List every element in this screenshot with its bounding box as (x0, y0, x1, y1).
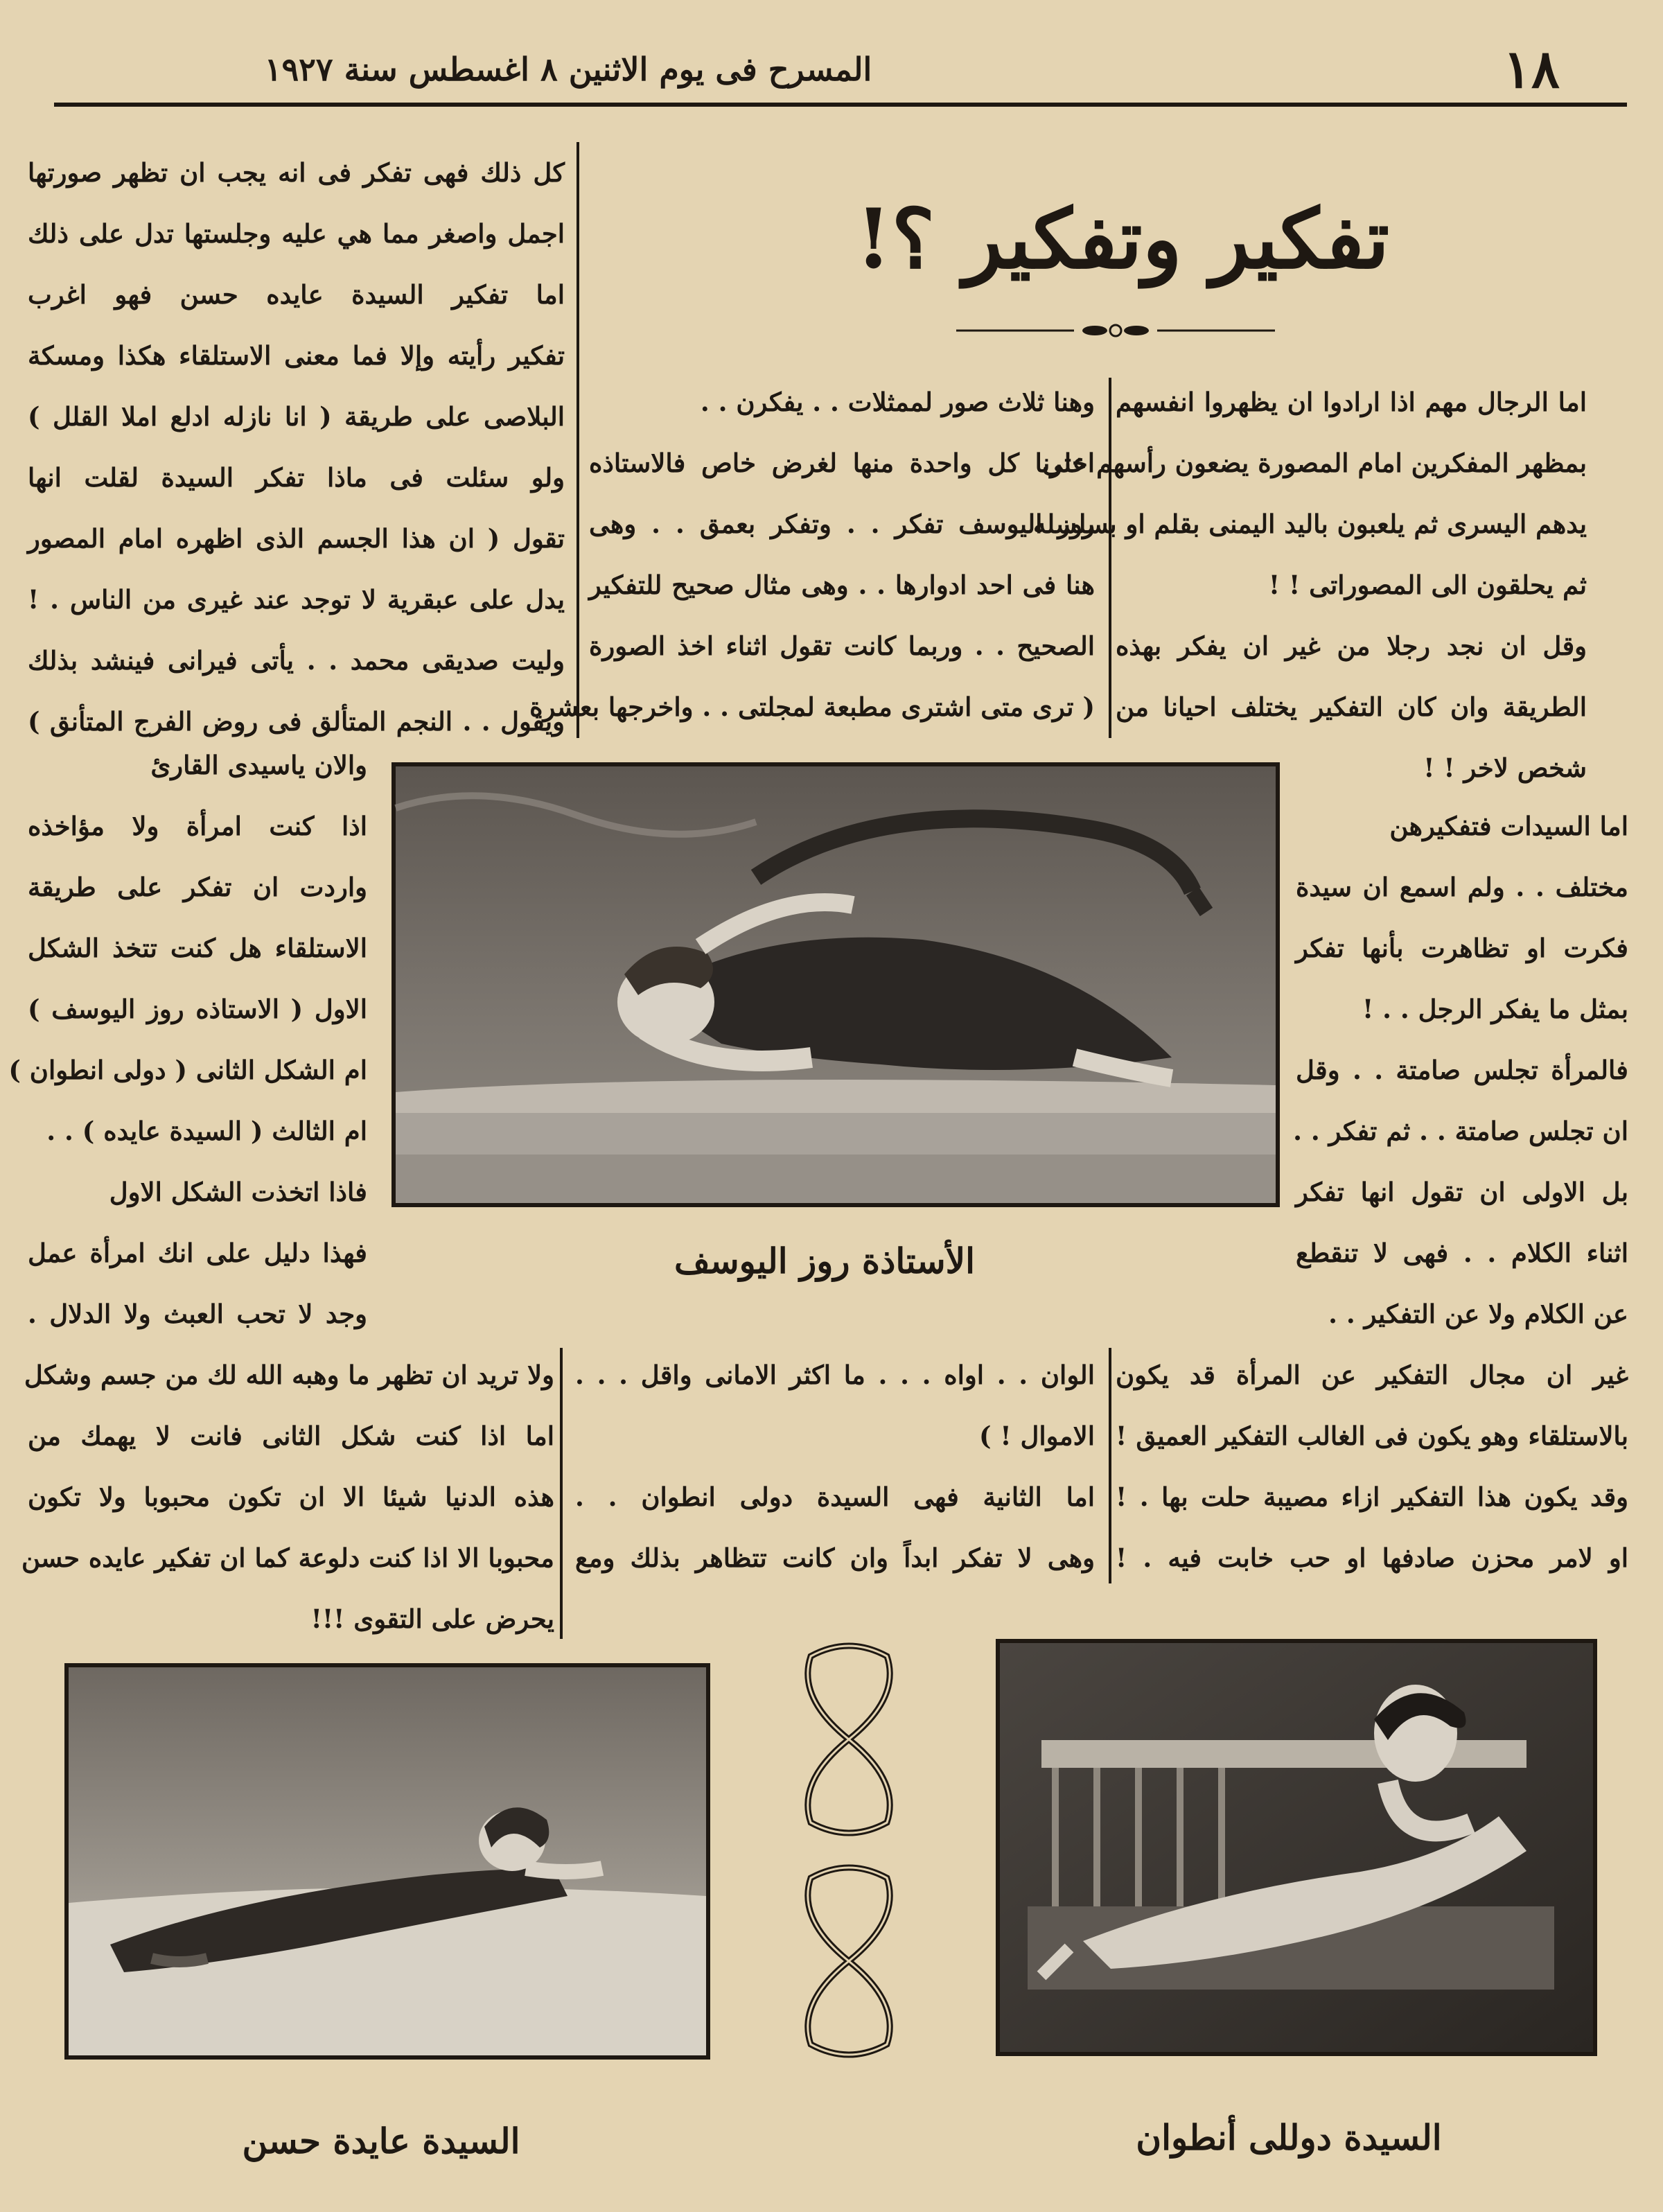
photo-aida-hassan (64, 1663, 710, 2060)
paragraph-line: الاستلقاء هل كنت تتخذ الشكل (28, 933, 367, 963)
column-rule (577, 142, 579, 738)
paragraph-line: اما السيدات فتفكيرهن (1389, 811, 1628, 841)
paragraph-line: الاموال ! ) (979, 1421, 1095, 1451)
header-rule (54, 103, 1627, 107)
column-left-mid (8, 735, 367, 1344)
column-rule (1109, 378, 1111, 738)
paragraph-line: ولو سئلت فى ماذا تفكر السيدة لقلت انها (28, 462, 565, 493)
caption-aida-hassan: السيدة عايدة حسن (242, 2121, 520, 2161)
paragraph-line: فكرت او تظاهرت بأنها تفكر (1296, 933, 1628, 963)
photo-aida-illustration (69, 1667, 706, 2055)
paragraph-line: محبوبا الا اذا كنت دلوعة كما ان تفكير عايده حسن (21, 1543, 554, 1573)
paragraph-line: اما الرجال مهم اذا ارادوا ان يظهروا انفسهم (1116, 387, 1587, 417)
paragraph-line: اخترنا كل واحدة منها لغرض خاص فالاستاذه (589, 448, 1095, 478)
paragraph-line: غير ان مجال التفكير عن المرأة قد يكون (1116, 1360, 1628, 1390)
paragraph-line: الطريقة وان كان التفكير يختلف احيانا من (1116, 692, 1587, 722)
paragraph-line: وليت صديقى محمد . . يأتى فيرانى فينشد بذلك (28, 645, 565, 676)
column-left-bottom (21, 1344, 554, 1649)
paragraph-line: يدل على عبقرية لا توجد عند غيرى من الناس . ! (28, 584, 565, 615)
paragraph-line: اما تفكير السيدة عايده حسن فهو اغرب (28, 279, 565, 310)
paragraph-line: والان ياسيدى القارئ (150, 750, 367, 780)
column-left-top (28, 142, 565, 752)
paragraph-line: ولا تريد ان تظهر ما وهبه الله لك من جسم وشكل (24, 1360, 554, 1390)
paragraph-line: بالاستلقاء وهو يكون فى الغالب التفكير العميق ! (1116, 1421, 1628, 1451)
photo-rose-illustration (396, 766, 1276, 1203)
paragraph-line: ام الشكل الثانى ( دولى انطوان ) (8, 1055, 367, 1085)
photo-dolly-antoine (996, 1639, 1597, 2056)
paragraph-line: بمظهر المفكرين امام المصورة يضعون رأسهم على (1042, 448, 1587, 478)
title-ornament (956, 320, 1275, 341)
paragraph-line: يحرض على التقوى !!! (310, 1604, 554, 1634)
column-right-mid (1293, 796, 1628, 1344)
column-middle-bottom (575, 1344, 1095, 1588)
knot-ornament-top (797, 1642, 901, 1836)
paragraph-line: وهنا ثلاث صور لممثلات . . يفكرن . . (700, 387, 1095, 417)
paragraph-line: عن الكلام ولا عن التفكير . . (1328, 1299, 1628, 1329)
paragraph-line: الاول ( الاستاذه روز اليوسف ) (28, 994, 367, 1024)
paragraph-line: اثناء الكلام . . فهى لا تنقطع (1296, 1238, 1628, 1268)
photo-rose-el-youssef (391, 762, 1280, 1207)
paragraph-line: بل الاولى ان تقول انها تفكر (1296, 1177, 1628, 1207)
column-right-top (1032, 371, 1587, 798)
paragraph-line: الصحيح . . وربما كانت تقول اثناء اخذ الصورة (589, 631, 1095, 661)
paragraph-line: ام الثالث ( السيدة عايده ) . . (46, 1116, 367, 1146)
paragraph-line: ثم يحلقون الى المصوراتى ! ! (1268, 570, 1587, 600)
paragraph-line: وقل ان نجد رجلا من غير ان يفكر بهذه (1116, 631, 1587, 661)
paragraph-line: هذه الدنيا شيئا الا ان تكون محبوبا ولا تكون (28, 1482, 554, 1512)
paragraph-line: بمثل ما يفكر الرجل . . ! (1362, 994, 1628, 1024)
paragraph-line: مختلف . . ولم اسمع ان سيدة (1296, 872, 1628, 902)
paragraph-line: وقد يكون هذا التفكير ازاء مصيبة حلت بها . ! (1116, 1482, 1628, 1512)
paragraph-line: ويقول . . النجم المتألق فى روض الفرج المتأنق ) (28, 706, 565, 737)
column-middle-top (529, 371, 1095, 737)
paragraph-line: وجد لا تحب العبث ولا الدلال . (28, 1299, 367, 1329)
knot-ornament-bottom (797, 1864, 901, 2058)
caption-rose-el-youssef: الأستاذة روز اليوسف (674, 1240, 976, 1281)
caption-dolly-antoine: السيدة دوللى أنطوان (1136, 2117, 1442, 2158)
paragraph-line: ان تجلس صامتة . . ثم تفكر . . (1293, 1116, 1628, 1146)
photo-dolly-illustration (1000, 1643, 1593, 2052)
paragraph-line: ( ترى متى اشترى مطبعة لمجلتى . . واخرجها بعشرة (529, 692, 1095, 722)
paragraph-line: الوان . . اواه . . . ما اكثر الامانى واقل . . . (575, 1360, 1095, 1390)
paragraph-line: روز اليوسف تفكر . . وتفكر بعمق . . وهى (589, 509, 1095, 539)
paragraph-line: شخص لاخر ! ! (1423, 753, 1587, 783)
column-rule (1109, 1348, 1111, 1583)
paragraph-line: اما الثانية فهى السيدة دولى انطوان . . (575, 1482, 1095, 1512)
column-right-bottom (1116, 1344, 1628, 1588)
page-number: ١٨ (1503, 38, 1560, 100)
paragraph-line: تفكير رأيته وإلا فما معنى الاستلقاء هكذا ومسكة (28, 340, 565, 371)
paragraph-line: يدهم اليسرى ثم يلعبون باليد اليمنى بقلم او بسلسله (1032, 509, 1587, 539)
running-header: المسرح فى يوم الاثنين ٨ اغسطس سنة ١٩٢٧ (264, 51, 872, 88)
article-title: تفكير وتفكير ؟! (855, 191, 1390, 287)
paragraph-line: او لامر محزن صادفها او حب خابت فيه . ! (1116, 1543, 1628, 1573)
paragraph-line: اذا كنت امرأة ولا مؤاخذه (28, 811, 367, 841)
paragraph-line: البلاصى على طريقة ( انا نازله ادلع املا القلل ) (28, 401, 565, 432)
paragraph-line: واردت ان تفكر على طريقة (28, 872, 367, 902)
paragraph-line: هنا فى احد ادوارها . . وهى مثال صحيح للتفكير (589, 570, 1095, 600)
paragraph-line: كل ذلك فهى تفكر فى انه يجب ان تظهر صورتها (28, 157, 565, 188)
column-rule (560, 1348, 563, 1639)
paragraph-line: اجمل واصغر مما هي عليه وجلستها تدل على ذلك (28, 218, 565, 249)
paragraph-line: وهى لا تفكر ابداً وان كانت تتظاهر بذلك ومع (575, 1543, 1095, 1573)
paragraph-line: تقول ( ان هذا الجسم الذى اظهره امام المصور (28, 523, 565, 554)
paragraph-line: فاذا اتخذت الشكل الاول (109, 1177, 367, 1207)
paragraph-line: اما اذا كنت شكل الثانى فانت لا يهمك من (28, 1421, 554, 1451)
paragraph-line: فالمرأة تجلس صامتة . . وقل (1296, 1055, 1628, 1085)
paragraph-line: فهذا دليل على انك امرأة عمل (28, 1238, 367, 1268)
